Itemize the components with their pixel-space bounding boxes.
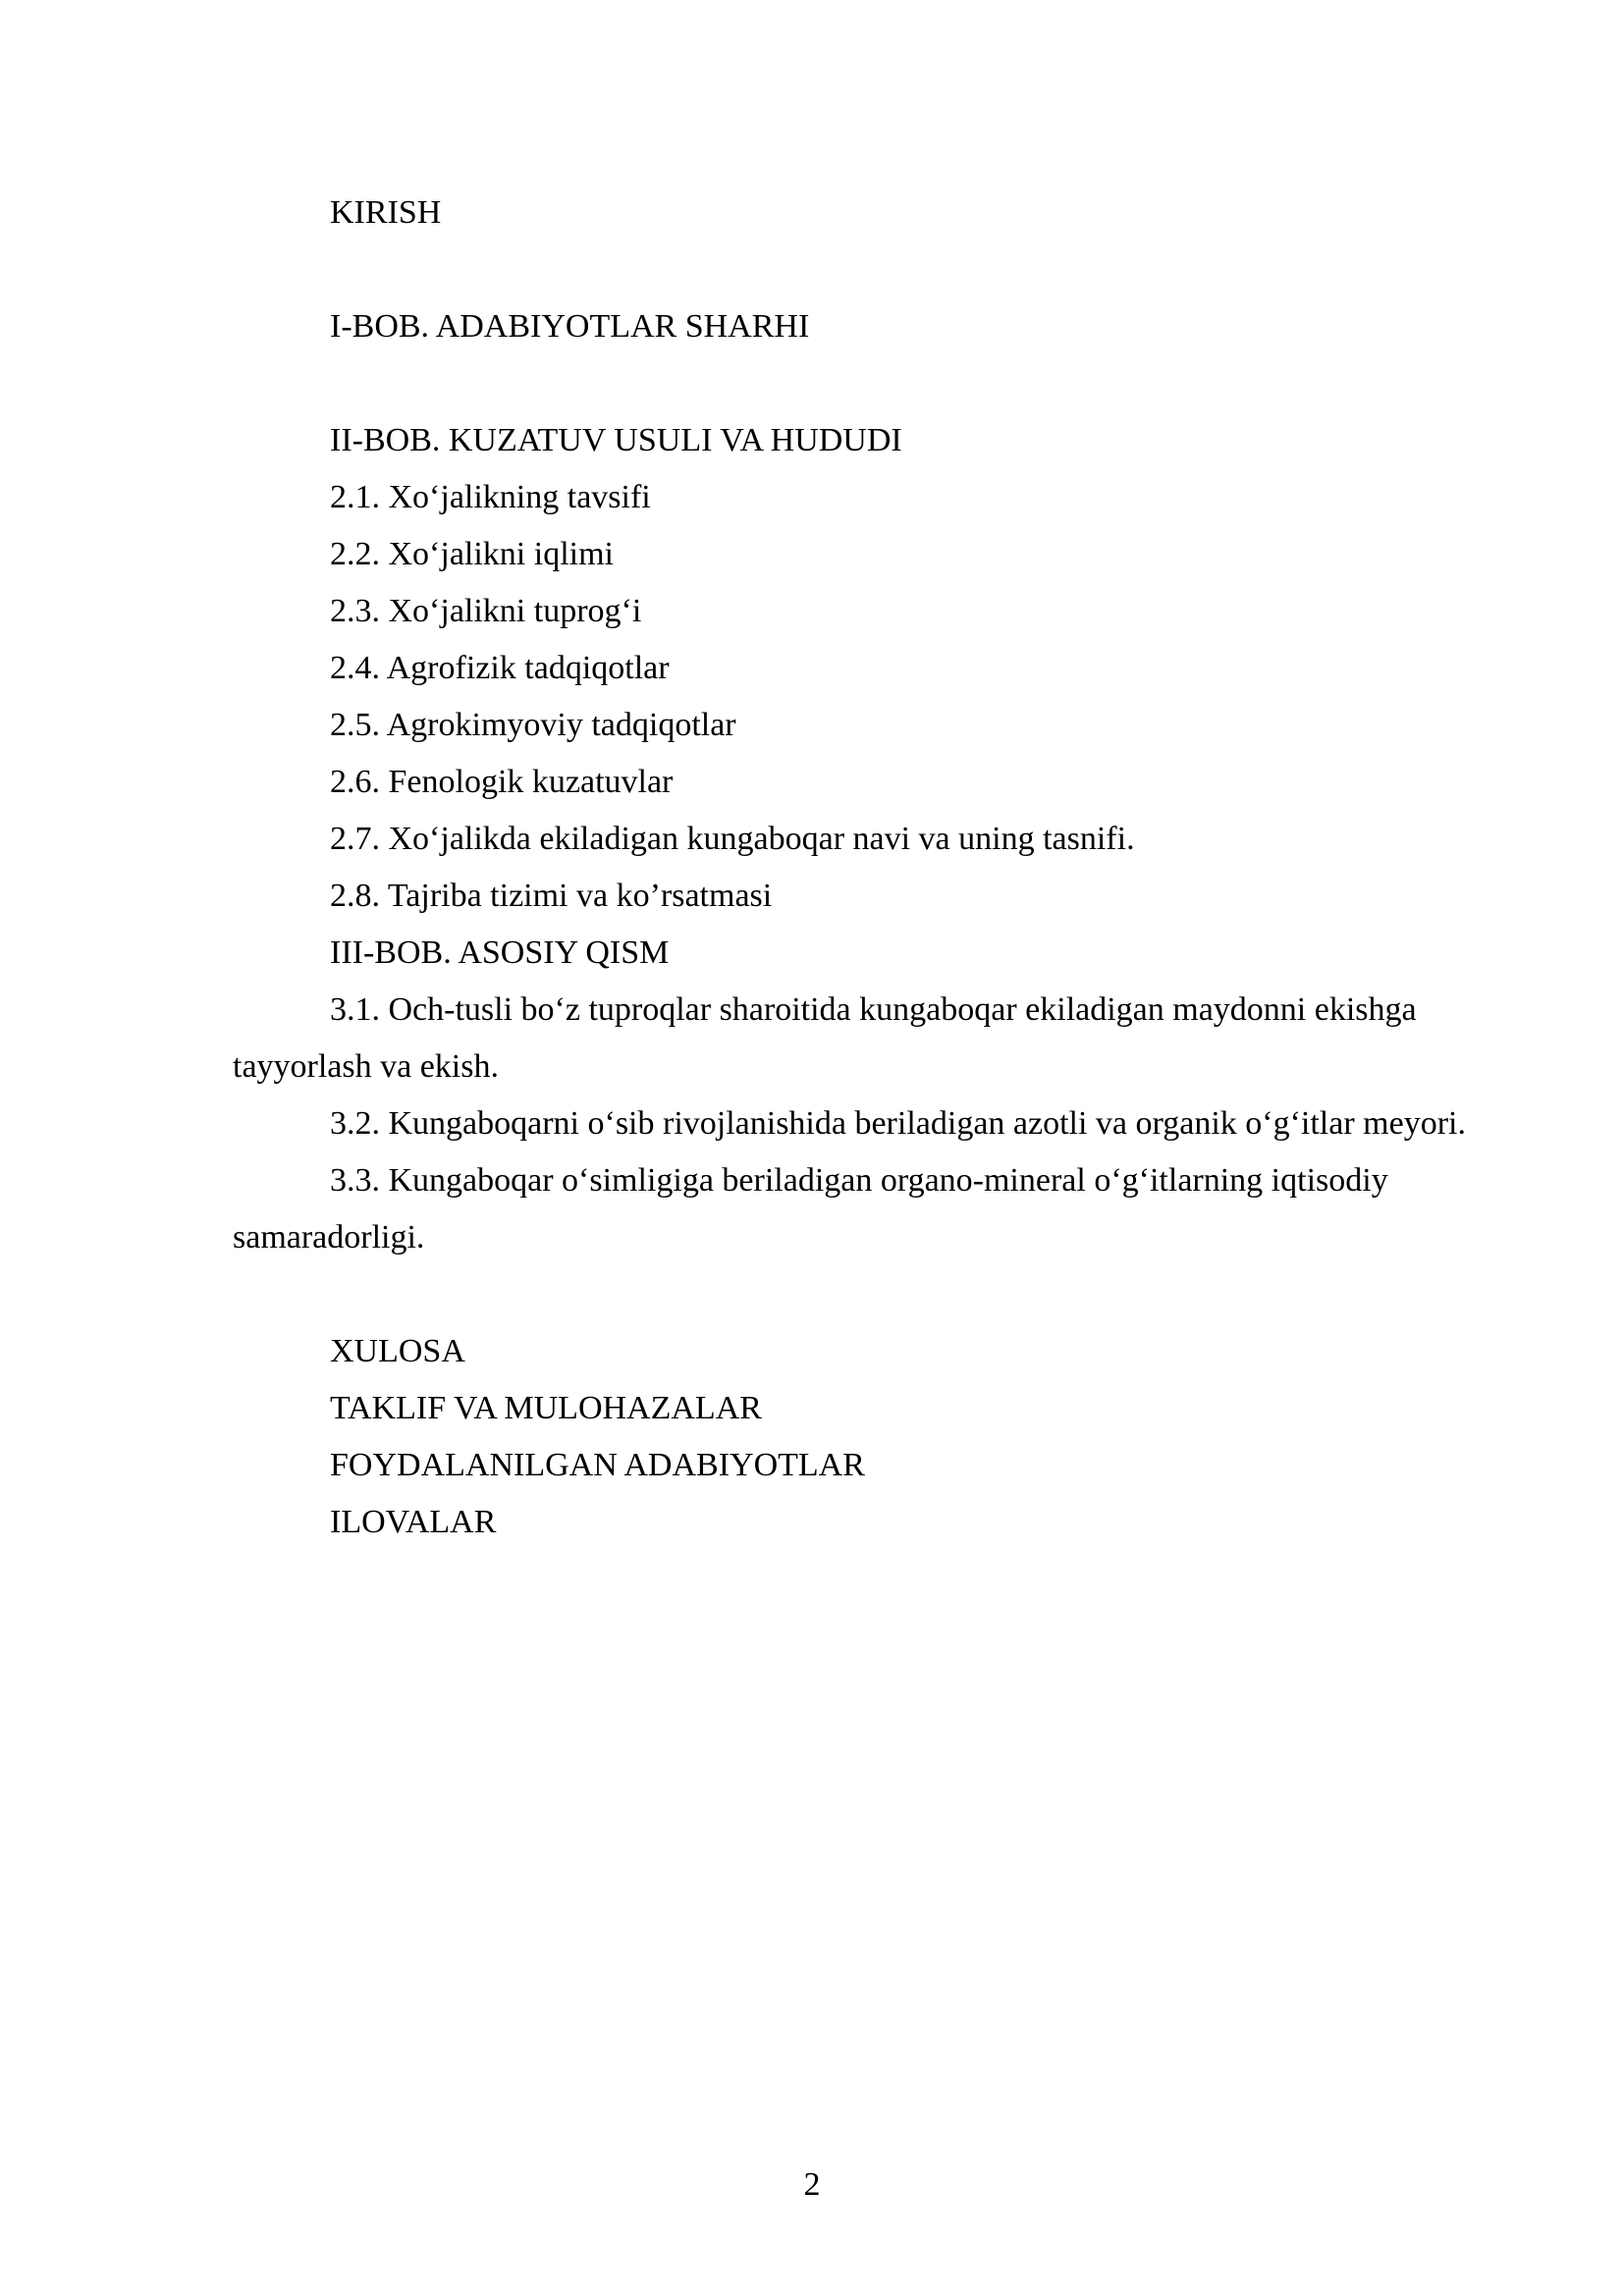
toc-section-2-3: 2.3. Xo‘jalikni tuprog‘i — [330, 593, 642, 629]
toc-section-3-2: 3.2. Kungaboqarni o‘sib rivojlanishida beriladigan azotli va organik o‘g‘itlar meyori. — [330, 1105, 1466, 1142]
toc-entry-ilovalar: ILOVALAR — [330, 1504, 497, 1540]
toc-section-2-5: 2.5. Agrokimyoviy tadqiqotlar — [330, 707, 736, 743]
toc-section-3-1: 3.1. Och-tusli bo‘z tuproqlar sharoitida kungaboqar ekiladigan maydonni ekishga — [330, 991, 1417, 1028]
toc-section-2-7: 2.7. Xo‘jalikda ekiladigan kungaboqar navi va uning tasnifi. — [330, 821, 1135, 857]
page-number: 2 — [803, 2166, 821, 2203]
toc-entry-taklif: TAKLIF VA MULOHAZALAR — [330, 1390, 762, 1426]
toc-section-3-3: 3.3. Kungaboqar o‘simligiga beriladigan organo-mineral o‘g‘itlarning iqtisodiy — [330, 1162, 1388, 1199]
toc-entry-xulosa: XULOSA — [330, 1333, 465, 1369]
toc-section-2-8: 2.8. Tajriba tizimi va ko’rsatmasi — [330, 878, 773, 914]
toc-entry-kirish: KIRISH — [330, 194, 442, 231]
toc-chapter-3: III-BOB. ASOSIY QISM — [330, 934, 670, 971]
toc-chapter-2: II-BOB. KUZATUV USULI VA HUDUDI — [330, 422, 902, 458]
toc-section-2-1: 2.1. Xo‘jalikning tavsifi — [330, 479, 651, 515]
toc-entry-foydalanilgan: FOYDALANILGAN ADABIYOTLAR — [330, 1447, 865, 1483]
toc-section-2-4: 2.4. Agrofizik tadqiqotlar — [330, 650, 670, 686]
toc-section-2-2: 2.2. Xo‘jalikni iqlimi — [330, 536, 614, 572]
toc-section-3-1-continuation: tayyorlash va ekish. — [233, 1048, 499, 1085]
toc-chapter-1: I-BOB. ADABIYOTLAR SHARHI — [330, 308, 810, 345]
toc-section-3-3-continuation: samaradorligi. — [233, 1219, 425, 1255]
toc-section-2-6: 2.6. Fenologik kuzatuvlar — [330, 764, 674, 800]
